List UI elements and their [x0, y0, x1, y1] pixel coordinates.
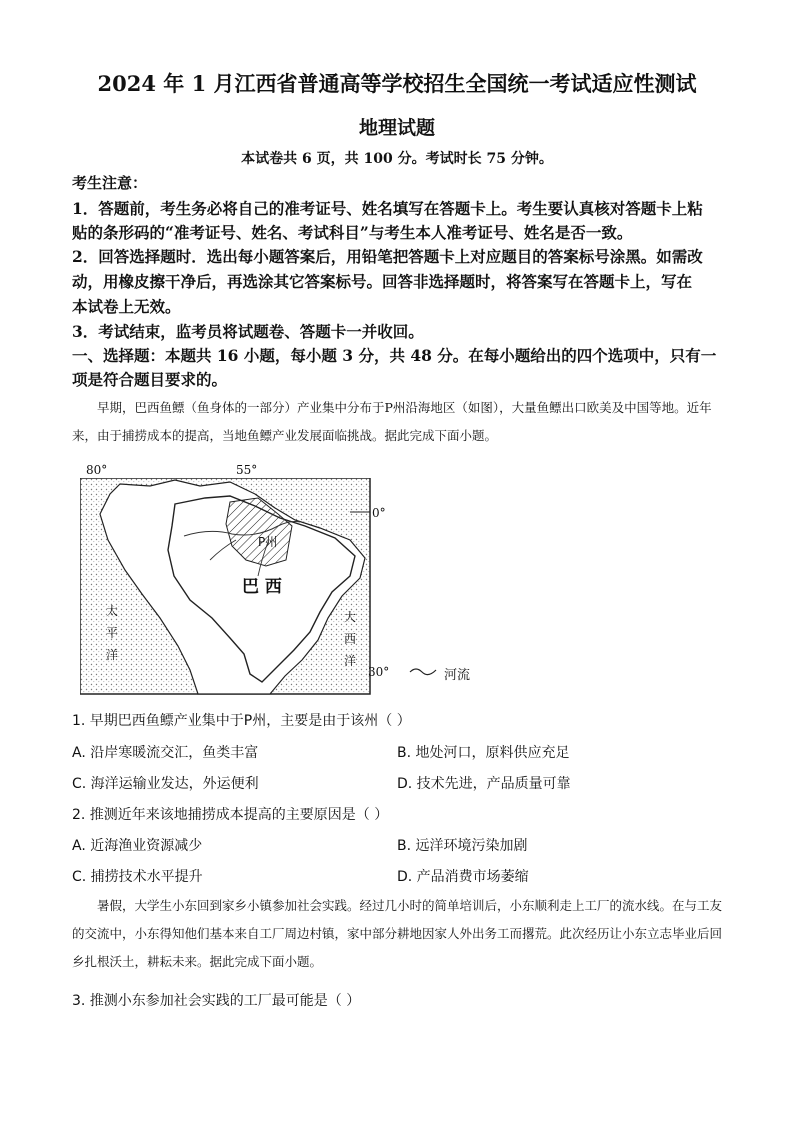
question-1-option-b[interactable]: B. 地处河口，原料供应充足	[397, 745, 570, 761]
question-1-stem: 1. 早期巴西鱼鳔产业集中于P州，主要是由于该州（ ）	[72, 713, 411, 729]
subject-title: 地理试题	[358, 117, 435, 139]
notice-line: 动，用橡皮擦干净后，再选涂其它答案标号。回答非选择题时，将答案写在答题卡上，写在	[72, 272, 693, 291]
ocean-label-right	[344, 606, 358, 672]
lon-label-80: 80°	[86, 463, 108, 477]
question-1-option-a[interactable]: A. 沿岸寒暖流交汇，鱼类丰富	[72, 745, 259, 761]
notice-heading: 考生注意：	[72, 174, 148, 192]
question-1-option-d[interactable]: D. 技术先进，产品质量可靠	[397, 776, 571, 792]
question-1-option-c[interactable]: C. 海洋运输业发达，外运便利	[72, 776, 259, 792]
p-state-label: P州	[258, 535, 278, 549]
question-2-option-b[interactable]: B. 远洋环境污染加剧	[397, 838, 528, 854]
notice-line: 1．答题前，考生务必将自己的准考证号、姓名填写在答题卡上。考生要认真核对答题卡上粘	[72, 199, 703, 218]
ocean-label-left	[106, 600, 120, 666]
notice-line: 3．考试结束，监考员将试题卷、答题卡一并收回。	[72, 322, 424, 341]
section-heading: 一、选择题：本题共 16 小题，每小题 3 分，共 48 分。在每小题给出的四个选项中，只有一	[72, 346, 717, 365]
ocean-char: 洋	[344, 654, 357, 668]
ocean-char: 平	[106, 626, 119, 640]
question-2-stem: 2. 推测近年来该地捕捞成本提高的主要原因是（ ）	[72, 807, 389, 823]
ocean-char: 大	[344, 610, 357, 624]
question-2-option-d[interactable]: D. 产品消费市场萎缩	[397, 869, 529, 885]
notice-line: 贴的条形码的“准考证号、姓名、考试科目”与考生本人准考证号、姓名是否一致。	[72, 223, 633, 242]
question-2-option-a[interactable]: A. 近海渔业资源减少	[72, 838, 203, 854]
ocean-char: 太	[106, 604, 119, 618]
legend-river-symbol	[408, 664, 438, 683]
lon-label-55: 55°	[236, 463, 258, 477]
notice-line: 2．回答选择题时．选出每小题答案后，用铅笔把答题卡上对应题目的答案标号涂黑。如需改	[72, 247, 703, 266]
exam-meta: 本试卷共 6 页，共 100 分。考试时长 75 分钟。	[241, 151, 553, 167]
question-2-option-c[interactable]: C. 捕捞技术水平提升	[72, 869, 203, 885]
question-3-stem: 3. 推测小东参加社会实践的工厂最可能是（ ）	[72, 993, 361, 1009]
ocean-char: 洋	[106, 648, 119, 662]
section-heading: 项是符合题目要求的。	[72, 370, 228, 389]
passage-1: 早期，巴西鱼鳔（鱼身体的一部分）产业集中分布于P州沿海地区（如图），大量鱼鳔出口欧美及中国等地。近年来，由于捕捞成本的提高，当地鱼鳔产业发展面临挑战。据此完成下面小题。	[72, 400, 712, 443]
lat-label-0: 0°	[372, 506, 386, 520]
notice-line: 本试卷上无效。	[72, 297, 181, 316]
lat-label-30: 30°	[368, 665, 390, 679]
exam-title: 2024 年 1 月江西省普通高等学校招生全国统一考试适应性测试	[97, 71, 697, 96]
ocean-char: 西	[344, 632, 357, 646]
country-label: 巴 西	[242, 577, 282, 597]
passage-2: 暑假，大学生小东回到家乡小镇参加社会实践。经过几小时的简单培训后，小东顺利走上工厂的流水线。在与工友的交流中，小东得知他们基本来自工厂周边村镇，家中部分耕地因家人外出务工而撂荒。此次经历让小东立志毕业后回乡扎根沃土，耕耘未来。据此完成下面小题。	[72, 898, 723, 969]
legend-river-label: 河流	[444, 668, 471, 683]
